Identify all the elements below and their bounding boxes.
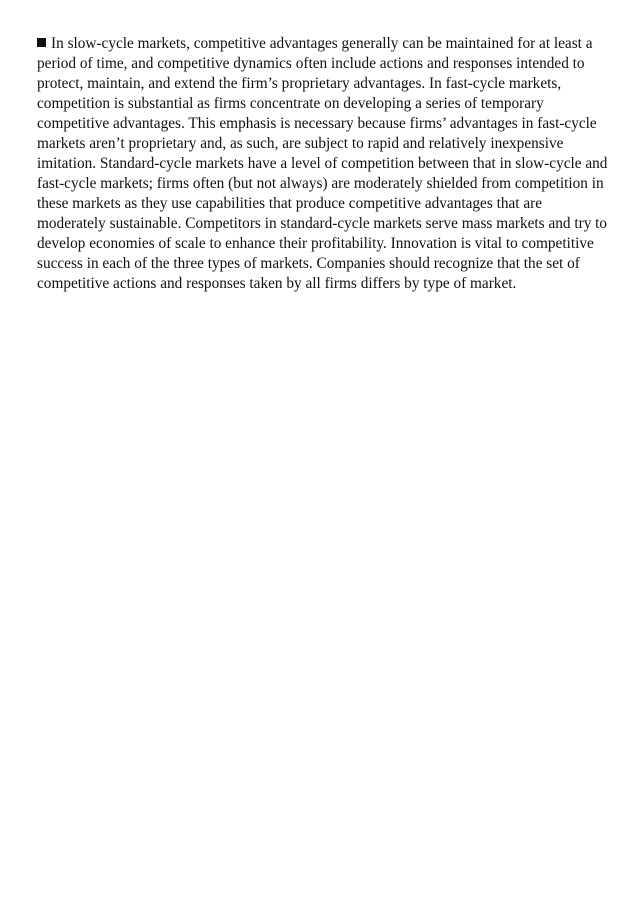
body-paragraph bbox=[37, 34, 608, 294]
paragraph-line-3: protect, maintain, and extend the firm’s proprietary advantages. In fast-cycle markets, bbox=[37, 75, 562, 92]
paragraph-line-5: competitive advantages. This emphasis is necessary because firms’ advantages in fast-cycle bbox=[37, 115, 597, 132]
paragraph-line-11: develop economies of scale to enhance their profitability. Innovation is vital to competitive bbox=[37, 235, 594, 252]
paragraph-line-8: fast-cycle markets; firms often (but not always) are moderately shielded from competition in bbox=[37, 175, 604, 192]
square-bullet-icon bbox=[37, 38, 46, 47]
paragraph-line-12: success in each of the three types of markets. Companies should recognize that the set of bbox=[37, 255, 580, 272]
paragraph-line-6: markets aren’t proprietary and, as such, are subject to rapid and relatively inexpensive bbox=[37, 135, 564, 152]
paragraph-line-9: these markets as they use capabilities that produce competitive advantages that are bbox=[37, 195, 543, 212]
paragraph-line-10: moderately sustainable. Competitors in standard-cycle markets serve mass markets and try to bbox=[37, 215, 608, 232]
paragraph-line-4: competition is substantial as firms concentrate on developing a series of temporary bbox=[37, 95, 544, 112]
paragraph-line-2: period of time, and competitive dynamics often include actions and responses intended to bbox=[37, 55, 585, 72]
paragraph-line-13: competitive actions and responses taken by all firms differs by type of market. bbox=[37, 275, 517, 292]
paragraph-line-1 bbox=[37, 34, 605, 54]
line-text: In slow-cycle markets, competitive advantages generally can be maintained for at least a bbox=[51, 35, 593, 52]
paragraph-line-7: imitation. Standard-cycle markets have a level of competition between that in slow-cycle and bbox=[37, 155, 608, 172]
